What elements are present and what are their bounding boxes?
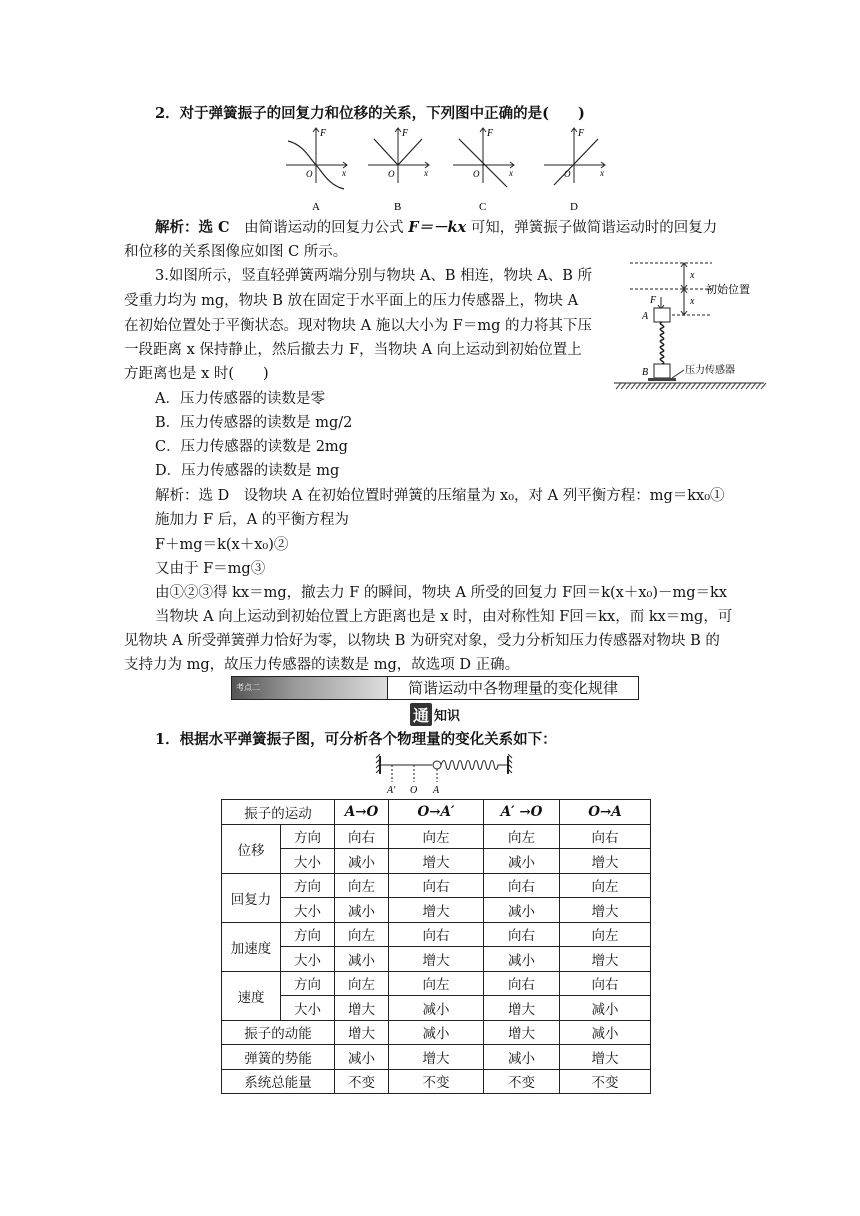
svg-text:O: O: [473, 169, 480, 179]
table-sub-label: 大小: [281, 849, 335, 874]
q2-analysis: [155, 218, 717, 238]
fig-x-label-2: x: [690, 296, 695, 307]
table-cell: 向右: [484, 922, 560, 947]
table-sub-label: 方向: [281, 971, 335, 996]
table-cell: 减小: [484, 849, 560, 874]
fig-block-b-label: B: [642, 367, 649, 378]
table-cell: 减小: [560, 996, 651, 1021]
table-sub-label: 大小: [281, 947, 335, 972]
table-cell: 增大: [560, 947, 651, 972]
table-cell: 减小: [484, 898, 560, 923]
table-cell: 向左: [389, 824, 484, 849]
table-cell: 增大: [335, 996, 389, 1021]
table-row: [222, 996, 651, 1021]
svg-text:O: O: [388, 169, 395, 179]
table-sub-label: 方向: [281, 824, 335, 849]
table-cell: 向右: [560, 971, 651, 996]
svg-text:F: F: [402, 128, 409, 139]
table-cell: 减小: [389, 1020, 484, 1045]
table-sub-label: 大小: [281, 996, 335, 1021]
q3-option-a: A．压力传感器的读数是零: [155, 391, 325, 407]
fig-block-a-label: A: [642, 311, 649, 322]
svg-text:x: x: [342, 168, 346, 178]
q2-analysis-line2: 和位移的关系图像应如图 C 所示。: [124, 244, 348, 260]
q3-analysis-4: 由①②③得 kx＝mg，撤去力 F 的瞬间，物块 A 所受的回复力 F回＝k(x＋x₀)－mg＝kx: [155, 585, 728, 601]
table-row: [222, 873, 651, 898]
table-row: [222, 898, 651, 923]
table-cell: 增大: [484, 1020, 560, 1045]
table-group-label: 加速度: [222, 922, 281, 971]
table-row-label: 弹簧的势能: [222, 1045, 335, 1070]
section-tag: [232, 677, 388, 699]
table-cell: 减小: [389, 996, 484, 1021]
osc-a-prime-label: A′: [387, 785, 396, 796]
q2-stem: 2．对于弹簧振子的回复力和位移的关系，下列图中正确的是( ): [155, 105, 585, 122]
table-group-label: 速度: [222, 971, 281, 1020]
q3-analysis-5: 当物块 A 向上运动到初始位置上方距离也是 x 时，由对称性知 F回＝kx，而 kx＝mg，可: [155, 609, 733, 625]
table-cell: 增大: [335, 1020, 389, 1045]
svg-text:O: O: [306, 169, 313, 179]
q2-option-label: A: [312, 201, 320, 213]
table-cell: 向左: [484, 824, 560, 849]
table-cell: 增大: [389, 898, 484, 923]
fig-force-label: F: [650, 295, 657, 306]
table-cell: 向左: [560, 922, 651, 947]
table-group-label: 回复力: [222, 873, 281, 922]
table-row: [222, 849, 651, 874]
q2-option-label: D: [570, 201, 578, 213]
variation-table: [221, 799, 651, 1094]
table-cell: 增大: [560, 1045, 651, 1070]
table-row-label: 系统总能量: [222, 1069, 335, 1094]
analysis-choice: 选 C: [198, 219, 230, 236]
section-banner: [231, 676, 639, 700]
q2-graph-option: [286, 128, 347, 213]
q3-line-3: 一段距离 x 保持静止，然后撤去力 F，当物块 A 向上运动到初始位置上: [124, 342, 582, 358]
table-sub-label: 方向: [281, 922, 335, 947]
analysis-label: 解析：: [155, 219, 199, 236]
svg-text:F: F: [320, 128, 327, 139]
q3-line-0: 3.如图所示，竖直轻弹簧两端分别与物块 A、B 相连，物块 A、B 所: [155, 268, 593, 284]
table-cell: 向右: [335, 824, 389, 849]
table-cell: 增大: [560, 898, 651, 923]
table-row: [222, 824, 651, 849]
table-cell: 不变: [560, 1069, 651, 1094]
svg-text:x: x: [600, 168, 604, 178]
table-cell: 向左: [335, 971, 389, 996]
table-cell: 向右: [484, 971, 560, 996]
table-row: [222, 922, 651, 947]
table-row: [222, 947, 651, 972]
table-cell: 增大: [484, 996, 560, 1021]
fig-x-label-1: x: [690, 270, 695, 281]
q3-analysis-7: 支持力为 mg，故压力传感器的读数是 mg，故选项 D 正确。: [124, 657, 520, 673]
analysis-text1: 由简谐运动的回复力公式: [229, 220, 409, 236]
table-cell: 向右: [560, 824, 651, 849]
q2-graph-option: [453, 128, 514, 213]
table-cell: 不变: [335, 1069, 389, 1094]
table-cell: 减小: [335, 898, 389, 923]
table-cell: 增大: [560, 849, 651, 874]
table-cell: 减小: [335, 849, 389, 874]
table-row: [222, 1045, 651, 1070]
table-row: [222, 971, 651, 996]
q3-analysis-2: F＋mg＝k(x＋x₀)②: [155, 537, 289, 553]
table-cell: 向右: [389, 873, 484, 898]
table-header-row: [222, 800, 651, 825]
table-cell: 向右: [389, 922, 484, 947]
q3-option-c: C．压力传感器的读数是 2mg: [155, 439, 348, 455]
table-header-col: A′ →O: [484, 800, 560, 825]
horizontal-oscillator-figure: [374, 754, 524, 796]
table-row: [222, 1020, 651, 1045]
knowledge-badge: [410, 704, 460, 724]
q2-graph-option: [368, 128, 429, 213]
table-row: [222, 1069, 651, 1094]
table-cell: 增大: [389, 1045, 484, 1070]
analysis-formula: F＝－kx: [408, 219, 467, 236]
q3-analysis-0: 解析：选 D 设物块 A 在初始位置时弹簧的压缩量为 x₀，对 A 列平衡方程：mg＝kx₀①: [155, 488, 725, 504]
knowledge-badge-big: 通: [410, 703, 432, 726]
table-group-label: 位移: [222, 824, 281, 873]
table-cell: 向右: [484, 873, 560, 898]
table-row-label: 振子的动能: [222, 1020, 335, 1045]
section-title: 简谐运动中各物理量的变化规律: [407, 679, 618, 697]
table-sub-label: 大小: [281, 898, 335, 923]
table-cell: 减小: [335, 947, 389, 972]
table-cell: 向左: [335, 922, 389, 947]
svg-text:x: x: [509, 168, 513, 178]
fig-initial-position-label: 初始位置: [706, 284, 750, 296]
point1-text: 1．根据水平弹簧振子图，可分析各个物理量的变化关系如下：: [155, 731, 557, 748]
table-sub-label: 方向: [281, 873, 335, 898]
table-cell: 减小: [484, 947, 560, 972]
q3-spring-figure: [612, 258, 772, 393]
osc-a-label: A: [433, 785, 440, 796]
q3-line-2: 在初始位置处于平衡状态。现对物块 A 施以大小为 F＝mg 的力将其下压: [124, 318, 592, 334]
q3-analysis-3: 又由于 F＝mg③: [155, 561, 266, 577]
svg-text:F: F: [487, 128, 494, 139]
table-header-col: A→O: [335, 800, 389, 825]
table-header-col: O→A′: [389, 800, 484, 825]
svg-text:O: O: [564, 169, 571, 179]
table-header-motion: 振子的运动: [222, 800, 335, 825]
osc-o-label: O: [410, 785, 418, 796]
knowledge-badge-small: 知识: [434, 708, 461, 724]
table-header-col: O→A: [560, 800, 651, 825]
q2-option-label: C: [479, 201, 487, 213]
q2-option-label: B: [394, 201, 402, 213]
table-cell: 不变: [389, 1069, 484, 1094]
q3-line-4: 方距离也是 x 时( ): [124, 366, 269, 382]
table-cell: 不变: [484, 1069, 560, 1094]
q3-analysis-1: 施加力 F 后，A 的平衡方程为: [155, 512, 349, 528]
q3-analysis-6: 见物块 A 所受弹簧弹力恰好为零，以物块 B 为研究对象，受力分析知压力传感器对物块 B 的: [124, 633, 720, 649]
analysis-text2: 可知，弹簧振子做简谐运动时的回复力: [466, 220, 718, 236]
table-cell: 减小: [560, 1020, 651, 1045]
fig-sensor-label: 压力传感器: [685, 365, 735, 376]
table-cell: 增大: [389, 947, 484, 972]
table-cell: 向左: [389, 971, 484, 996]
q3-option-d: D．压力传感器的读数是 mg: [155, 463, 340, 479]
table-cell: 增大: [389, 849, 484, 874]
table-cell: 减小: [335, 1045, 389, 1070]
table-cell: 向左: [560, 873, 651, 898]
q3-option-b: B．压力传感器的读数是 mg/2: [155, 415, 353, 431]
svg-text:F: F: [578, 128, 585, 139]
svg-text:x: x: [424, 168, 428, 178]
q2-graphs: [0, 124, 860, 214]
table-cell: 向左: [335, 873, 389, 898]
q2-graph-option: [544, 128, 605, 213]
section-tag-text: 考点二: [236, 683, 260, 692]
table-cell: 减小: [484, 1045, 560, 1070]
q3-line-1: 受重力均为 mg，物块 B 放在固定于水平面上的压力传感器上，物块 A: [124, 293, 579, 309]
